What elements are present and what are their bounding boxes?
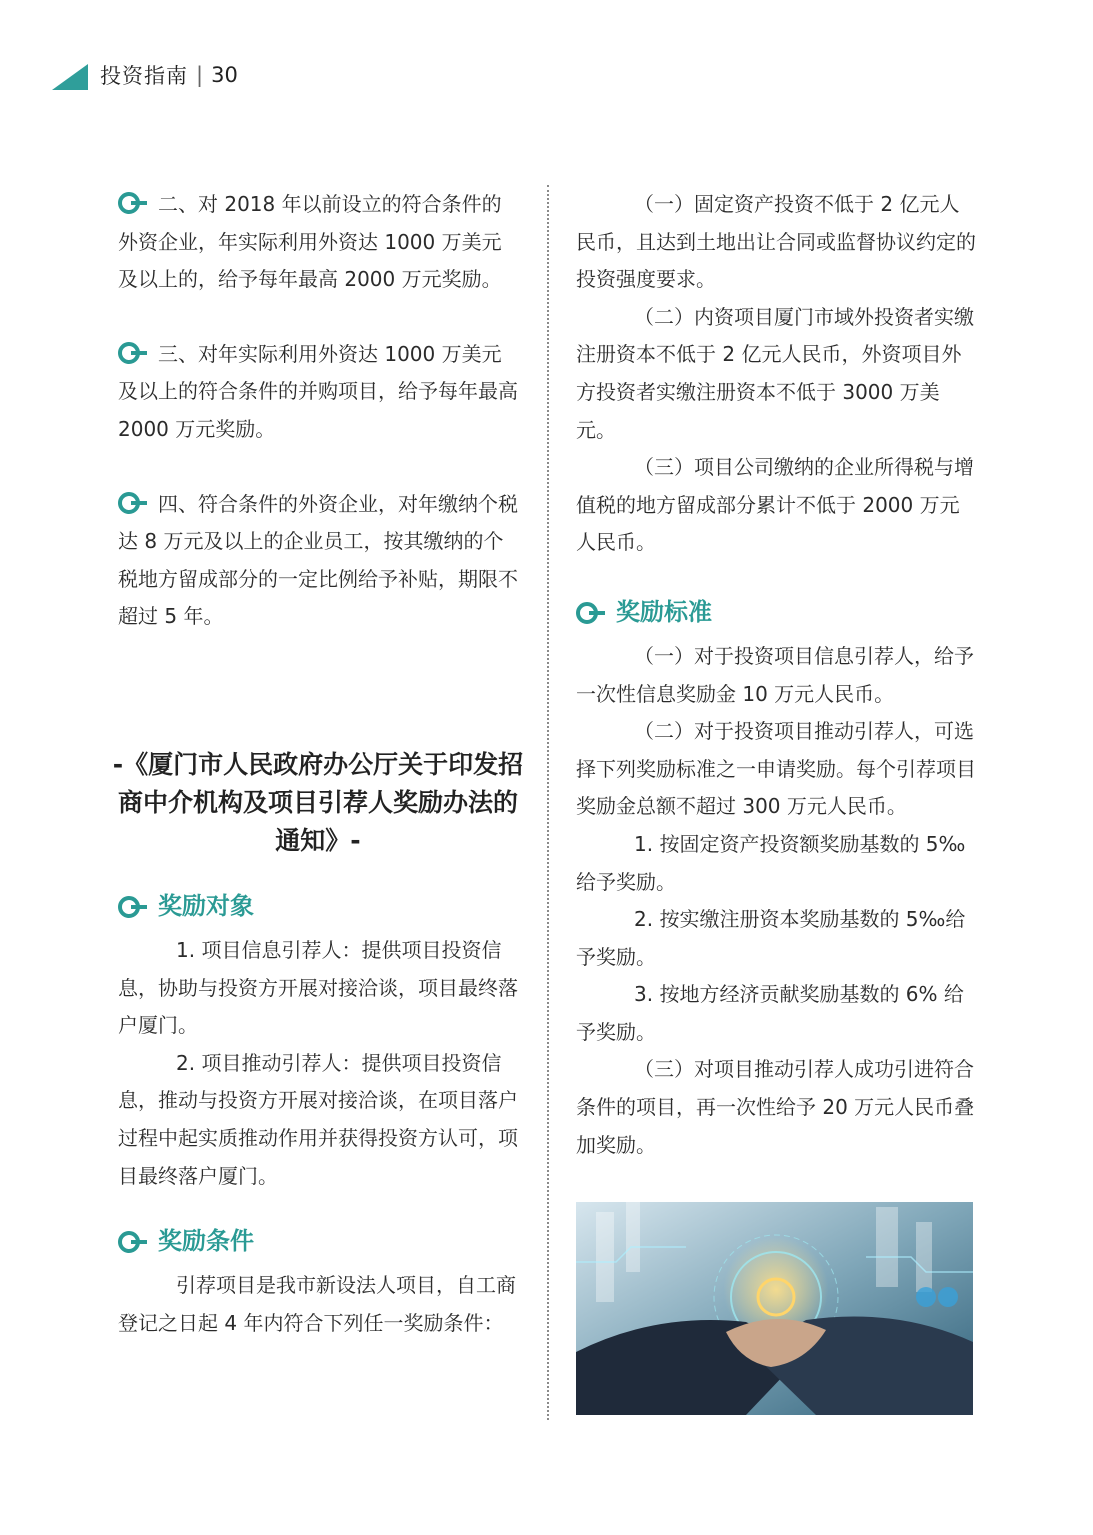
paragraph-standard-2-2: 2. 按实缴注册资本奖励基数的 5‰给予奖励。 <box>576 907 966 969</box>
left-column <box>112 186 524 1342</box>
circle-arrow-bullet-icon <box>118 1231 148 1253</box>
paragraph-standard-1: （一）对于投资项目信息引荐人，给予一次性信息奖励金 10 万元人民币。 <box>576 643 974 706</box>
circle-arrow-bullet-icon <box>118 492 148 514</box>
paragraph-standard-2-3: 3. 按地方经济贡献奖励基数的 6% 给予奖励。 <box>576 982 964 1044</box>
column-divider <box>547 185 549 1420</box>
section-heading-text: 奖励标准 <box>616 597 712 626</box>
handshake-photo <box>576 1202 973 1415</box>
notice-title: -《厦门市人民政府办公厅关于印发招商中介机构及项目引荐人奖励办法的通知》- <box>112 749 524 855</box>
page-header <box>52 58 238 92</box>
item-3-text: 三、对年实际利用外资达 1000 万美元及以上的符合条件的并购项目，给予每年最高 2000 万元奖励。 <box>118 341 518 441</box>
header-title: 投资指南 <box>100 64 188 88</box>
circle-arrow-bullet-icon <box>118 896 148 918</box>
paragraph-standard-2-1: 1. 按固定资产投资额奖励基数的 5‰给予奖励。 <box>576 831 966 894</box>
circle-arrow-bullet-icon <box>576 602 606 624</box>
paragraph-standard-3: （三）对项目推动引荐人成功引进符合条件的项目，再一次性给予 20 万元人民币叠加奖励。 <box>576 1057 975 1157</box>
section-heading-reward-target <box>118 886 518 926</box>
paragraph-standard-2: （二）对于投资项目推动引荐人，可选择下列奖励标准之一申请奖励。每个引荐项目奖励金总额不超过 300 万元人民币。 <box>576 719 976 819</box>
section-heading-text: 奖励条件 <box>158 1227 254 1256</box>
section-heading-text: 奖励对象 <box>158 891 254 920</box>
item-2-text: 二、对 2018 年以前设立的符合条件的外资企业，年实际利用外资达 1000 万美元及以上的，给予每年最高 2000 万元奖励。 <box>118 192 502 292</box>
section-heading-reward-standard <box>576 592 976 632</box>
paragraph-condition-intro: 引荐项目是我市新设法人项目，自工商登记之日起 4 年内符合下列任一奖励条件： <box>118 1273 516 1335</box>
paragraph-condition-1: （一）固定资产投资不低于 2 亿元人民币，且达到土地出让合同或监督协议约定的投资强度要求。 <box>576 192 976 292</box>
paragraph-condition-2: （二）内资项目厦门市域外投资者实缴注册资本不低于 2 亿元人民币，外资项目外方投资者实缴注册资本不低于 3000 万美元。 <box>576 304 974 442</box>
header-triangle-icon <box>52 64 88 90</box>
header-separator: | <box>196 63 204 87</box>
section-heading-reward-condition <box>118 1221 518 1261</box>
paragraph-push-referrer: 2. 项目推动引荐人：提供项目投资信息，推动与投资方开展对接洽谈，在项目落户过程中起实质推动作用并获得投资方认可，项目最终落户厦门。 <box>118 1050 518 1188</box>
right-column <box>576 186 976 1164</box>
circle-arrow-bullet-icon <box>118 192 148 214</box>
item-4-text: 四、符合条件的外资企业，对年缴纳个税达 8 万元及以上的企业员工，按其缴纳的个税地方留成部分的一定比例给予补贴，期限不超过 5 年。 <box>118 491 518 629</box>
paragraph-item-2 <box>118 186 518 299</box>
paragraph-item-3 <box>118 336 518 449</box>
page-number: 30 <box>211 63 238 87</box>
handshake-illustration <box>576 1202 973 1415</box>
paragraph-info-referrer: 1. 项目信息引荐人：提供项目投资信息，协助与投资方开展对接洽谈，项目最终落户厦门。 <box>118 937 518 1038</box>
paragraph-condition-3: （三）项目公司缴纳的企业所得税与增值税的地方留成部分累计不低于 2000 万元人民币。 <box>576 455 974 555</box>
circle-arrow-bullet-icon <box>118 342 148 364</box>
paragraph-item-4 <box>118 486 518 636</box>
